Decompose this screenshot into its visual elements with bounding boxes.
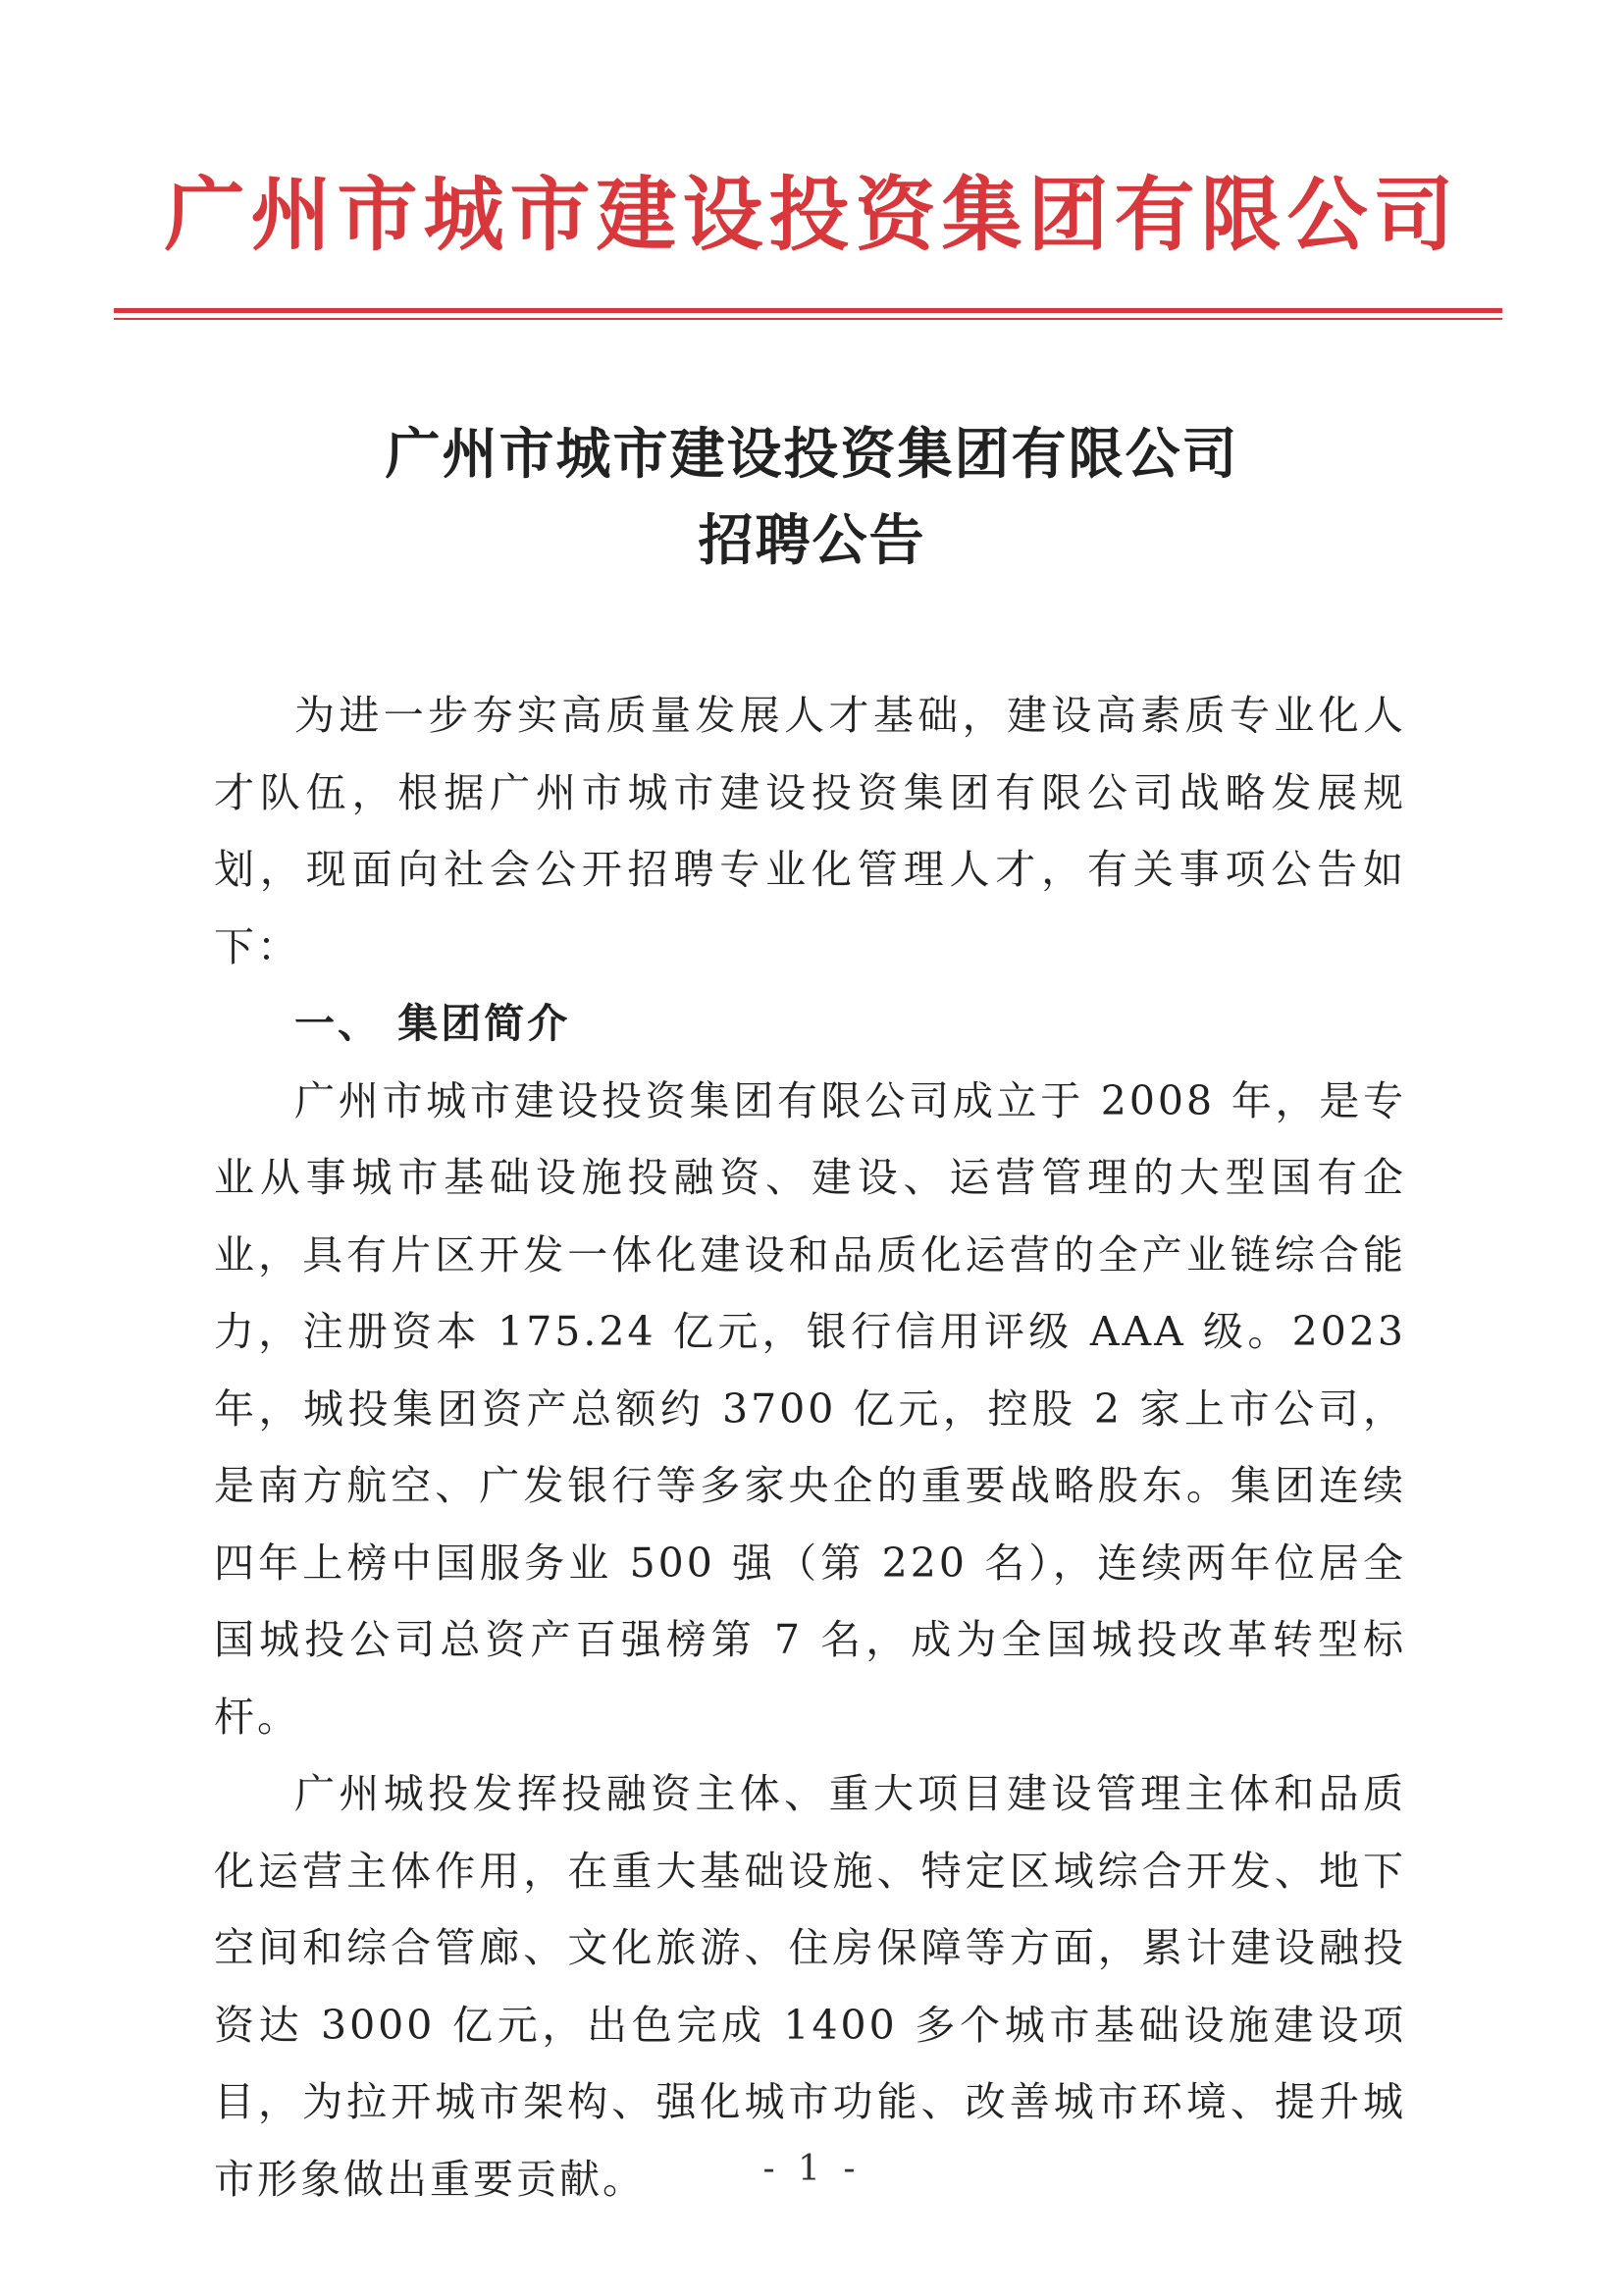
page-number: - 1 - <box>762 2149 862 2189</box>
letterhead-divider-thin <box>114 318 1502 320</box>
intro-paragraph: 为进一步夯实高质量发展人才基础，建设高素质专业化人才队伍，根据广州市城市建设投资集团有限公司战略发展规划，现面向社会公开招聘专业化管理人才，有关事项公告如下： <box>214 692 1406 970</box>
section-heading-group-intro: 一、 集团简介 <box>294 1000 571 1047</box>
group-intro-paragraph-1: 广州市城市建设投资集团有限公司成立于 2008 年，是专业从事城市基础设施投融资、建设、运营管理的大型国有企业，具有片区开发一体化建设和品质化运营的全产业链综合能力，注册资本 175.24 亿元，银行信用评级 AAA 级。2023 年，城投集团资产总额约 3700 亿元，控股 2 家上市公司，是南方航空、广发银行等多家央企的重要战略股东。集团连续四年上榜中国服务业 500 强（第 220 名），连续两年位居全国城投公司总资产百强榜第 7 名，成为全国城投改革转型标杆。 <box>214 1076 1406 1741</box>
document-body <box>214 677 1406 2218</box>
letterhead-org-name: 广州市城市建设投资集团有限公司 <box>164 168 1460 262</box>
group-intro-paragraph-2: 广州城投发挥投融资主体、重大项目建设管理主体和品质化运营主体作用，在重大基础设施、特定区域综合开发、地下空间和综合管廊、文化旅游、住房保障等方面，累计建设融投资达 3000 亿元，出色完成 1400 多个城市基础设施建设项目，为拉开城市架构、强化城市功能、改善城市环境、提升城市形象做出重要贡献。 <box>214 1770 1406 2203</box>
document-title-line2: 招聘公告 <box>698 509 926 573</box>
letterhead-divider <box>114 308 1502 313</box>
document-title-line1: 广州市城市建设投资集团有限公司 <box>385 423 1239 487</box>
